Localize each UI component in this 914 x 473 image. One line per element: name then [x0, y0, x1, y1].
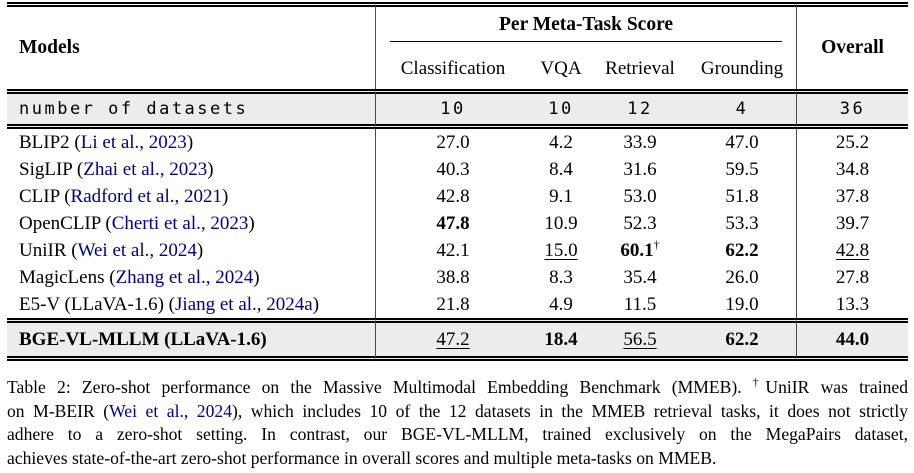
- model-cell: [7, 291, 375, 318]
- score-cell: [688, 129, 796, 156]
- model-name: ): [196, 239, 204, 261]
- model-name: E5-V (LLaVA-1.6) (: [19, 293, 176, 315]
- score-value: 34.8: [835, 158, 870, 180]
- results-table: [7, 2, 908, 361]
- citation-link[interactable]: Jiang et al., 2024a: [175, 293, 313, 315]
- score-value: 51.8: [725, 185, 759, 207]
- score-value: 42.1: [436, 239, 470, 261]
- citation-link[interactable]: Li et al., 2023: [80, 131, 187, 153]
- score-value: 52.3: [623, 212, 657, 234]
- row-e5-v-llava-1-6: [7, 291, 908, 318]
- score-value: 4.2: [549, 131, 573, 153]
- score-value: 56.5: [623, 328, 657, 350]
- score-value: 47.2: [436, 328, 470, 350]
- score-value: 44.0: [835, 328, 870, 350]
- score-value: 42.8: [436, 185, 470, 207]
- score-cell: [375, 318, 530, 361]
- score-cell: [375, 264, 530, 291]
- score-value: 11.5: [623, 293, 657, 315]
- row-bge-vl-mllm-llava-1-6: [7, 318, 908, 361]
- table-header: [7, 2, 908, 89]
- score-cell: [796, 183, 908, 210]
- row-magiclens: [7, 264, 908, 291]
- citation-link[interactable]: Zhai et al., 2023: [83, 158, 208, 180]
- model-name: ): [186, 131, 194, 153]
- score-value: 27.0: [436, 131, 470, 153]
- score-value: 21.8: [436, 293, 470, 315]
- score-value: 27.8: [835, 266, 870, 288]
- score-cell: [530, 129, 592, 156]
- meta-task-score-label: Per Meta-Task Score: [390, 14, 782, 42]
- row-openclip: [7, 210, 908, 237]
- row-clip: [7, 183, 908, 210]
- score-cell: [796, 129, 908, 156]
- score-cell: [375, 291, 530, 318]
- score-cell: [592, 183, 688, 210]
- datasets-count-value: 10: [530, 89, 592, 129]
- datasets-count-row: [7, 89, 908, 129]
- score-cell: [592, 318, 688, 361]
- score-cell: [375, 156, 530, 183]
- row-uniir: [7, 237, 908, 264]
- citation-link[interactable]: Radford et al., 2021: [70, 185, 222, 207]
- score-cell: [688, 264, 796, 291]
- score-value: 42.8: [835, 239, 870, 261]
- model-cell: [7, 156, 375, 183]
- score-value: 53.3: [725, 212, 759, 234]
- model-name: OpenCLIP (: [19, 212, 112, 234]
- subheader-grounding: Grounding: [700, 58, 784, 79]
- score-cell: [796, 318, 908, 361]
- citation-link[interactable]: Wei et al., 2024: [109, 400, 232, 421]
- model-name: ): [248, 212, 255, 234]
- score-cell: [688, 156, 796, 183]
- dagger-footnote-marker: †: [752, 377, 766, 390]
- score-cell: [530, 156, 592, 183]
- score-value: 26.0: [725, 266, 759, 288]
- overall-column-header: Overall: [796, 2, 908, 89]
- caption-line: [7, 376, 908, 400]
- model-cell: [7, 237, 375, 264]
- datasets-count-value: 12: [592, 89, 688, 129]
- score-cell: [796, 264, 908, 291]
- score-cell: [375, 129, 530, 156]
- score-cell: [592, 156, 688, 183]
- score-value: 47.0: [725, 131, 759, 153]
- score-cell: [592, 291, 688, 318]
- table-caption: [7, 376, 908, 470]
- score-value: 9.1: [549, 185, 573, 207]
- model-name: ): [312, 293, 320, 315]
- score-cell: [375, 183, 530, 210]
- score-cell: [530, 237, 592, 264]
- citation-link[interactable]: Zhang et al., 2024: [115, 266, 254, 288]
- citation-link[interactable]: Cherti et al., 2023: [111, 212, 249, 234]
- score-value: 13.3: [835, 293, 870, 315]
- score-cell: [592, 210, 688, 237]
- models-column-header: Models: [7, 2, 375, 89]
- caption-line: [7, 400, 908, 424]
- subheader-vqa: VQA: [540, 58, 582, 79]
- score-value: 33.9: [623, 131, 657, 153]
- score-cell: [688, 210, 796, 237]
- model-cell: [7, 210, 375, 237]
- score-cell: [530, 291, 592, 318]
- datasets-count-value: 36: [796, 89, 908, 129]
- score-cell: [688, 291, 796, 318]
- score-value: 62.2: [725, 239, 759, 261]
- score-value: 59.5: [725, 158, 759, 180]
- score-cell: [688, 237, 796, 264]
- score-value: 37.8: [835, 185, 870, 207]
- score-cell: [530, 318, 592, 361]
- score-value: 60.1: [620, 239, 654, 261]
- score-value: 38.8: [436, 266, 470, 288]
- model-cell: [7, 264, 375, 291]
- row-blip2: [7, 129, 908, 156]
- score-cell: [796, 156, 908, 183]
- score-value: 25.2: [835, 131, 870, 153]
- score-cell: [375, 237, 530, 264]
- model-name: MagicLens (: [19, 266, 116, 288]
- score-cell: [796, 291, 908, 318]
- score-value: 10.9: [544, 212, 578, 234]
- model-name: BGE-VL-MLLM (LLaVA-1.6): [19, 328, 267, 350]
- caption-text: Table 2: Zero-shot performance on the Massive Multimodal Embedding Benchmark (MMEB).: [7, 377, 753, 397]
- score-cell: [375, 210, 530, 237]
- caption-text: adhere to a zero-shot setting. In contrast, our BGE-VL-MLLM, trained exclusively on the MegaPairs dataset,: [7, 424, 908, 444]
- score-value: 31.6: [623, 158, 657, 180]
- score-value: 40.3: [436, 158, 470, 180]
- row-siglip: [7, 156, 908, 183]
- score-cell: [592, 264, 688, 291]
- datasets-count-label: number of datasets: [7, 89, 375, 129]
- subheader-retrieval: Retrieval: [605, 58, 675, 79]
- model-cell: [7, 129, 375, 156]
- caption-text: ), which includes 10 of the 12 datasets in the MMEB retrieval tasks, it does not strictly: [232, 400, 909, 421]
- score-value: 47.8: [436, 212, 470, 234]
- score-value: 8.3: [549, 266, 573, 288]
- datasets-count-value: 4: [688, 89, 796, 129]
- model-name: UniIR (: [19, 239, 78, 261]
- score-cell: [592, 129, 688, 156]
- score-cell: [530, 210, 592, 237]
- model-name: SigLIP (: [19, 158, 84, 180]
- caption-line: [7, 423, 908, 447]
- score-cell: [530, 183, 592, 210]
- score-cell: [592, 237, 688, 264]
- score-cell: [688, 183, 796, 210]
- caption-line: [7, 447, 908, 471]
- score-cell: [688, 318, 796, 361]
- model-name: ): [221, 185, 229, 207]
- score-cell: [796, 210, 908, 237]
- score-cell: [530, 264, 592, 291]
- score-value: 53.0: [623, 185, 657, 207]
- score-value: 35.4: [623, 266, 657, 288]
- caption-text: on M-BEIR (: [7, 400, 110, 421]
- score-value: 19.0: [725, 293, 759, 315]
- score-value: 15.0: [544, 239, 578, 261]
- caption-text: achieves state-of-the-art zero-shot performance in overall scores and multiple meta-tasks on MMEB.: [7, 447, 717, 468]
- caption-text: UniIR was trained: [765, 377, 908, 397]
- model-name: CLIP (: [19, 185, 71, 207]
- model-name: ): [253, 266, 260, 288]
- score-value: 62.2: [725, 328, 759, 350]
- model-cell: [7, 318, 375, 361]
- score-value: 39.7: [835, 212, 870, 234]
- score-value: 18.4: [544, 328, 578, 350]
- model-cell: [7, 183, 375, 210]
- subheader-classification: Classification: [375, 56, 530, 89]
- score-value: 8.4: [549, 158, 573, 180]
- model-name: BLIP2 (: [19, 131, 81, 153]
- dagger-footnote-marker: †: [653, 237, 660, 252]
- score-value: 4.9: [549, 293, 573, 315]
- datasets-count-value: 10: [375, 89, 530, 129]
- score-cell: [796, 237, 908, 264]
- citation-link[interactable]: Wei et al., 2024: [77, 239, 197, 261]
- meta-task-score-header: [375, 2, 796, 56]
- model-name: ): [207, 158, 214, 180]
